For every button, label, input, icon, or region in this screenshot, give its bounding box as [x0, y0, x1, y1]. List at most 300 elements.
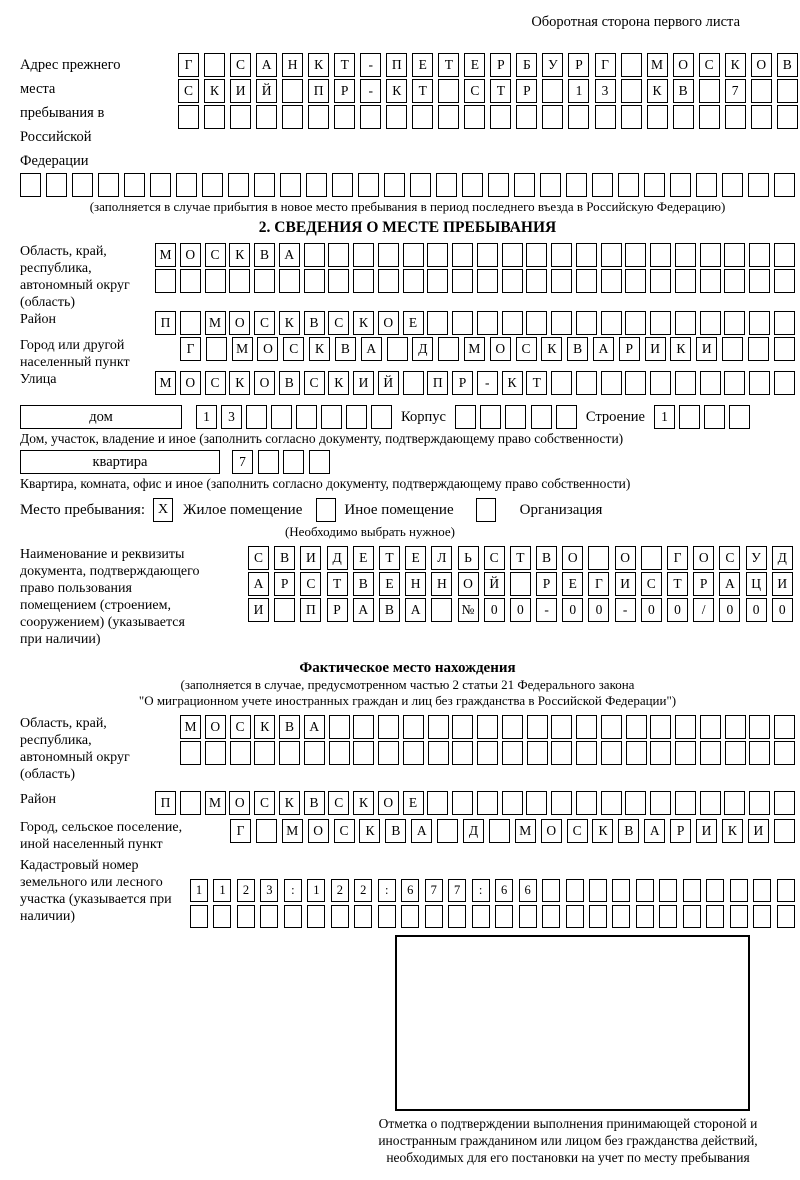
char-cell	[358, 173, 379, 197]
raion-label: Район	[20, 312, 56, 327]
char-cell: С	[300, 572, 321, 596]
char-cell	[176, 173, 197, 197]
char-cell: С	[178, 79, 199, 103]
char-cell: С	[254, 791, 275, 815]
char-cell	[625, 371, 646, 395]
char-cell: О	[229, 791, 250, 815]
char-cell	[438, 79, 459, 103]
char-cell: В	[274, 546, 295, 570]
residence-type-checkbox-inoe	[316, 498, 336, 522]
char-cell	[334, 105, 355, 129]
char-cell	[436, 173, 457, 197]
char-cell	[477, 243, 498, 267]
char-cell	[659, 879, 677, 902]
char-cell: Р	[670, 819, 691, 843]
char-cell	[566, 879, 584, 902]
char-cell: Д	[772, 546, 793, 570]
char-cell: 6	[495, 879, 513, 902]
fact-raion-row	[155, 791, 795, 815]
char-cell: А	[361, 337, 382, 361]
char-cell	[683, 905, 701, 928]
char-cell: С	[516, 337, 537, 361]
char-cell	[595, 105, 616, 129]
char-cell: И	[230, 79, 251, 103]
char-cell	[774, 819, 795, 843]
char-cell	[403, 741, 424, 765]
char-cell	[700, 791, 721, 815]
gorod-row	[180, 337, 795, 361]
char-cell	[706, 905, 724, 928]
char-cell: С	[699, 53, 720, 77]
char-cell	[601, 715, 622, 739]
char-cell: А	[593, 337, 614, 361]
char-cell: К	[229, 243, 250, 267]
char-cell: Т	[379, 546, 400, 570]
char-cell	[502, 311, 523, 335]
char-cell: Р	[693, 572, 714, 596]
char-cell	[304, 243, 325, 267]
char-cell: П	[427, 371, 448, 395]
char-cell	[576, 311, 597, 335]
char-cell: С	[205, 371, 226, 395]
char-cell	[730, 879, 748, 902]
char-cell: К	[279, 311, 300, 335]
char-cell: К	[647, 79, 668, 103]
char-cell	[551, 715, 572, 739]
char-cell	[526, 269, 547, 293]
char-cell	[213, 905, 231, 928]
char-cell: Т	[526, 371, 547, 395]
char-cell: О	[541, 819, 562, 843]
char-cell: О	[180, 371, 201, 395]
residence-type-block	[20, 497, 800, 523]
section2-title: 2. СВЕДЕНИЯ О МЕСТЕ ПРЕБЫВАНИЯ	[258, 219, 557, 236]
char-cell: Й	[256, 79, 277, 103]
char-cell	[751, 79, 772, 103]
char-cell	[700, 741, 721, 765]
char-cell	[774, 243, 795, 267]
residence-type-label: Место пребывания:	[20, 501, 145, 518]
char-cell: А	[256, 53, 277, 77]
char-cell: Р	[619, 337, 640, 361]
char-cell	[502, 269, 523, 293]
char-cell: С	[719, 546, 740, 570]
fact-location-title: Фактическое место нахождения	[299, 660, 516, 676]
char-cell	[378, 741, 399, 765]
char-cell	[306, 173, 327, 197]
char-cell	[621, 105, 642, 129]
char-cell	[425, 905, 443, 928]
char-cell: Г	[180, 337, 201, 361]
char-cell	[542, 79, 563, 103]
char-cell: Д	[327, 546, 348, 570]
char-cell: 6	[401, 879, 419, 902]
char-cell: 2	[354, 879, 372, 902]
char-cell	[774, 311, 795, 335]
char-cell: К	[541, 337, 562, 361]
oblast-row-2	[155, 269, 795, 293]
char-cell: В	[536, 546, 557, 570]
char-cell	[650, 715, 671, 739]
char-cell	[378, 243, 399, 267]
char-cell: К	[670, 337, 691, 361]
char-cell: В	[304, 791, 325, 815]
char-cell: 1	[190, 879, 208, 902]
char-cell: Т	[438, 53, 459, 77]
char-cell: А	[248, 572, 269, 596]
char-cell	[256, 819, 277, 843]
stamp-box	[395, 935, 750, 1111]
char-cell: Н	[405, 572, 426, 596]
char-cell: 3	[221, 405, 242, 429]
char-cell	[729, 405, 750, 429]
char-cell: Т	[510, 546, 531, 570]
char-cell	[724, 371, 745, 395]
char-cell: С	[283, 337, 304, 361]
char-cell	[205, 269, 226, 293]
char-cell: К	[353, 791, 374, 815]
char-cell	[774, 337, 795, 361]
char-cell: 0	[719, 598, 740, 622]
char-cell: /	[693, 598, 714, 622]
char-cell: О	[615, 546, 636, 570]
kadastr-row-2	[190, 905, 795, 928]
char-cell	[700, 371, 721, 395]
stroenie-label: Строение	[585, 409, 645, 425]
raion-row	[155, 311, 795, 335]
char-cell	[774, 173, 795, 197]
char-cell	[346, 405, 367, 429]
char-cell	[329, 715, 350, 739]
char-cell: :	[284, 879, 302, 902]
char-cell: С	[328, 311, 349, 335]
char-cell: 3	[595, 79, 616, 103]
char-cell: М	[282, 819, 303, 843]
char-cell: №	[458, 598, 479, 622]
char-cell	[452, 715, 473, 739]
char-cell	[452, 269, 473, 293]
char-cell	[542, 879, 560, 902]
char-cell	[427, 269, 448, 293]
char-cell	[540, 173, 561, 197]
char-cell: Е	[405, 546, 426, 570]
char-cell: И	[696, 337, 717, 361]
char-cell	[228, 173, 249, 197]
char-cell: -	[360, 53, 381, 77]
char-cell: 0	[746, 598, 767, 622]
char-cell	[428, 741, 449, 765]
char-cell: С	[484, 546, 505, 570]
char-cell	[480, 405, 501, 429]
char-cell	[431, 598, 452, 622]
char-cell	[601, 371, 622, 395]
char-cell	[725, 715, 746, 739]
char-cell	[353, 715, 374, 739]
char-cell: С	[205, 243, 226, 267]
char-cell	[625, 243, 646, 267]
char-cell: К	[725, 53, 746, 77]
page-header-note: Оборотная сторона первого листа	[531, 14, 740, 30]
char-cell	[279, 741, 300, 765]
char-cell	[328, 269, 349, 293]
char-cell	[650, 243, 671, 267]
char-cell: Г	[588, 572, 609, 596]
char-cell	[730, 905, 748, 928]
raion-block	[20, 311, 800, 337]
char-cell	[155, 269, 176, 293]
char-cell: О	[308, 819, 329, 843]
char-cell: К	[229, 371, 250, 395]
char-cell	[556, 405, 577, 429]
char-cell	[378, 905, 396, 928]
char-cell	[542, 905, 560, 928]
char-cell	[601, 269, 622, 293]
residence-type-option-zhiloe: Жилое помещение	[183, 501, 303, 518]
char-cell	[321, 405, 342, 429]
document-row-2	[248, 572, 793, 596]
char-cell	[774, 741, 795, 765]
char-cell	[774, 371, 795, 395]
char-cell	[489, 819, 510, 843]
char-cell	[527, 741, 548, 765]
char-cell	[777, 905, 795, 928]
char-cell	[625, 269, 646, 293]
char-cell: А	[644, 819, 665, 843]
char-cell	[612, 905, 630, 928]
char-cell	[696, 173, 717, 197]
char-cell	[777, 879, 795, 902]
char-cell	[271, 405, 292, 429]
char-cell: К	[308, 53, 329, 77]
char-cell	[282, 79, 303, 103]
stroenie-cells	[654, 405, 750, 429]
char-cell: 7	[425, 879, 443, 902]
char-cell	[438, 337, 459, 361]
char-cell: 0	[562, 598, 583, 622]
char-cell	[354, 905, 372, 928]
char-cell: Д	[463, 819, 484, 843]
char-cell	[204, 53, 225, 77]
kadastr-block	[20, 857, 800, 931]
char-cell: А	[304, 715, 325, 739]
char-cell	[753, 879, 771, 902]
char-cell: Р	[490, 53, 511, 77]
char-cell	[704, 405, 725, 429]
oblast-block	[20, 243, 800, 311]
char-cell	[625, 791, 646, 815]
char-cell: А	[353, 598, 374, 622]
char-cell	[237, 905, 255, 928]
char-cell	[700, 269, 721, 293]
char-cell	[566, 905, 584, 928]
char-cell: О	[378, 791, 399, 815]
char-cell	[438, 105, 459, 129]
char-cell	[753, 905, 771, 928]
char-cell	[675, 715, 696, 739]
char-cell	[621, 53, 642, 77]
char-cell: Г	[595, 53, 616, 77]
char-cell	[205, 741, 226, 765]
residence-type-note: (Необходимо выбрать нужное)	[284, 524, 456, 539]
char-cell	[180, 269, 201, 293]
char-cell	[254, 269, 275, 293]
char-cell: С	[248, 546, 269, 570]
char-cell	[650, 741, 671, 765]
char-cell: 3	[260, 879, 278, 902]
oblast-label: Область, край, республика, автономный округ (область)	[20, 244, 130, 310]
char-cell: У	[746, 546, 767, 570]
char-cell: К	[328, 371, 349, 395]
char-cell	[566, 173, 587, 197]
char-cell	[452, 243, 473, 267]
char-cell	[626, 715, 647, 739]
char-cell: Р	[568, 53, 589, 77]
char-cell	[749, 269, 770, 293]
char-cell: Р	[516, 79, 537, 103]
char-cell: С	[464, 79, 485, 103]
char-cell	[636, 905, 654, 928]
korpus-label: Корпус	[401, 409, 446, 425]
char-cell: Е	[562, 572, 583, 596]
prev-address-row-2	[178, 79, 798, 103]
char-cell: 1	[654, 405, 675, 429]
char-cell	[551, 311, 572, 335]
char-cell: :	[378, 879, 396, 902]
char-cell	[477, 269, 498, 293]
char-cell: С	[304, 371, 325, 395]
prev-address-row-3	[178, 105, 798, 129]
char-cell	[749, 311, 770, 335]
char-cell	[124, 173, 145, 197]
char-cell	[284, 905, 302, 928]
ulitsa-row	[155, 371, 795, 395]
char-cell	[403, 269, 424, 293]
char-cell	[777, 105, 798, 129]
char-cell: 0	[484, 598, 505, 622]
gorod-block	[20, 337, 800, 371]
char-cell	[650, 371, 671, 395]
fact-gorod-row	[230, 819, 795, 843]
char-cell: К	[279, 791, 300, 815]
char-cell: В	[353, 572, 374, 596]
prev-address-rows	[178, 53, 798, 131]
char-cell: М	[180, 715, 201, 739]
char-cell: Р	[274, 572, 295, 596]
char-cell	[279, 269, 300, 293]
char-cell: И	[248, 598, 269, 622]
char-cell	[256, 105, 277, 129]
char-cell: И	[696, 819, 717, 843]
dom-block	[20, 405, 800, 431]
residence-type-option-org: Организация	[519, 501, 603, 518]
char-cell: И	[748, 819, 769, 843]
char-cell: П	[155, 791, 176, 815]
char-cell: Е	[379, 572, 400, 596]
char-cell: П	[300, 598, 321, 622]
char-cell	[296, 405, 317, 429]
char-cell	[749, 715, 770, 739]
char-cell: Т	[667, 572, 688, 596]
char-cell	[371, 405, 392, 429]
char-cell	[477, 715, 498, 739]
char-cell: 1	[568, 79, 589, 103]
char-cell: Й	[484, 572, 505, 596]
residence-type-checkbox-org	[476, 498, 496, 522]
kvartira-cells	[232, 450, 330, 474]
residence-type-checkbox-zhiloe: X	[153, 498, 173, 522]
char-cell	[592, 173, 613, 197]
char-cell: П	[155, 311, 176, 335]
char-cell: О	[673, 53, 694, 77]
char-cell	[353, 269, 374, 293]
char-cell: Е	[403, 311, 424, 335]
char-cell	[304, 741, 325, 765]
char-cell	[700, 311, 721, 335]
char-cell: В	[279, 371, 300, 395]
fact-raion-block	[20, 791, 800, 817]
prev-address-row-1	[178, 53, 798, 77]
char-cell	[308, 105, 329, 129]
char-cell	[412, 105, 433, 129]
char-cell: С	[328, 791, 349, 815]
char-cell	[274, 598, 295, 622]
char-cell	[601, 243, 622, 267]
char-cell: Т	[334, 53, 355, 77]
char-cell	[452, 741, 473, 765]
char-cell: 0	[510, 598, 531, 622]
char-cell: Е	[412, 53, 433, 77]
char-cell	[526, 243, 547, 267]
char-cell: 6	[519, 879, 537, 902]
char-cell	[748, 337, 769, 361]
char-cell	[283, 450, 304, 474]
char-cell: И	[353, 371, 374, 395]
char-cell	[332, 173, 353, 197]
char-cell	[229, 269, 250, 293]
char-cell	[670, 173, 691, 197]
char-cell	[427, 311, 448, 335]
char-cell: М	[205, 311, 226, 335]
char-cell: Р	[536, 572, 557, 596]
document-label: Наименование и реквизиты документа, подтверждающего право пользования помещением (строением, сооружением) (указывается при наличии)	[20, 547, 200, 647]
char-cell: 0	[667, 598, 688, 622]
char-cell: К	[254, 715, 275, 739]
ulitsa-block	[20, 371, 800, 397]
char-cell: О	[378, 311, 399, 335]
char-cell	[378, 715, 399, 739]
char-cell: В	[279, 715, 300, 739]
char-cell	[749, 791, 770, 815]
char-cell	[588, 546, 609, 570]
char-cell	[568, 105, 589, 129]
char-cell: И	[772, 572, 793, 596]
char-cell: Л	[431, 546, 452, 570]
char-cell	[722, 337, 743, 361]
char-cell: И	[300, 546, 321, 570]
char-cell: Т	[490, 79, 511, 103]
dom-box-label: дом	[20, 405, 182, 429]
char-cell	[576, 243, 597, 267]
char-cell: К	[386, 79, 407, 103]
char-cell	[178, 105, 199, 129]
fact-gorod-label: Город, сельское поселение, иной населенный пункт	[20, 820, 183, 852]
char-cell	[612, 879, 630, 902]
char-cell: 1	[213, 879, 231, 902]
char-cell: О	[562, 546, 583, 570]
char-cell	[452, 311, 473, 335]
char-cell: П	[308, 79, 329, 103]
char-cell: Р	[327, 598, 348, 622]
